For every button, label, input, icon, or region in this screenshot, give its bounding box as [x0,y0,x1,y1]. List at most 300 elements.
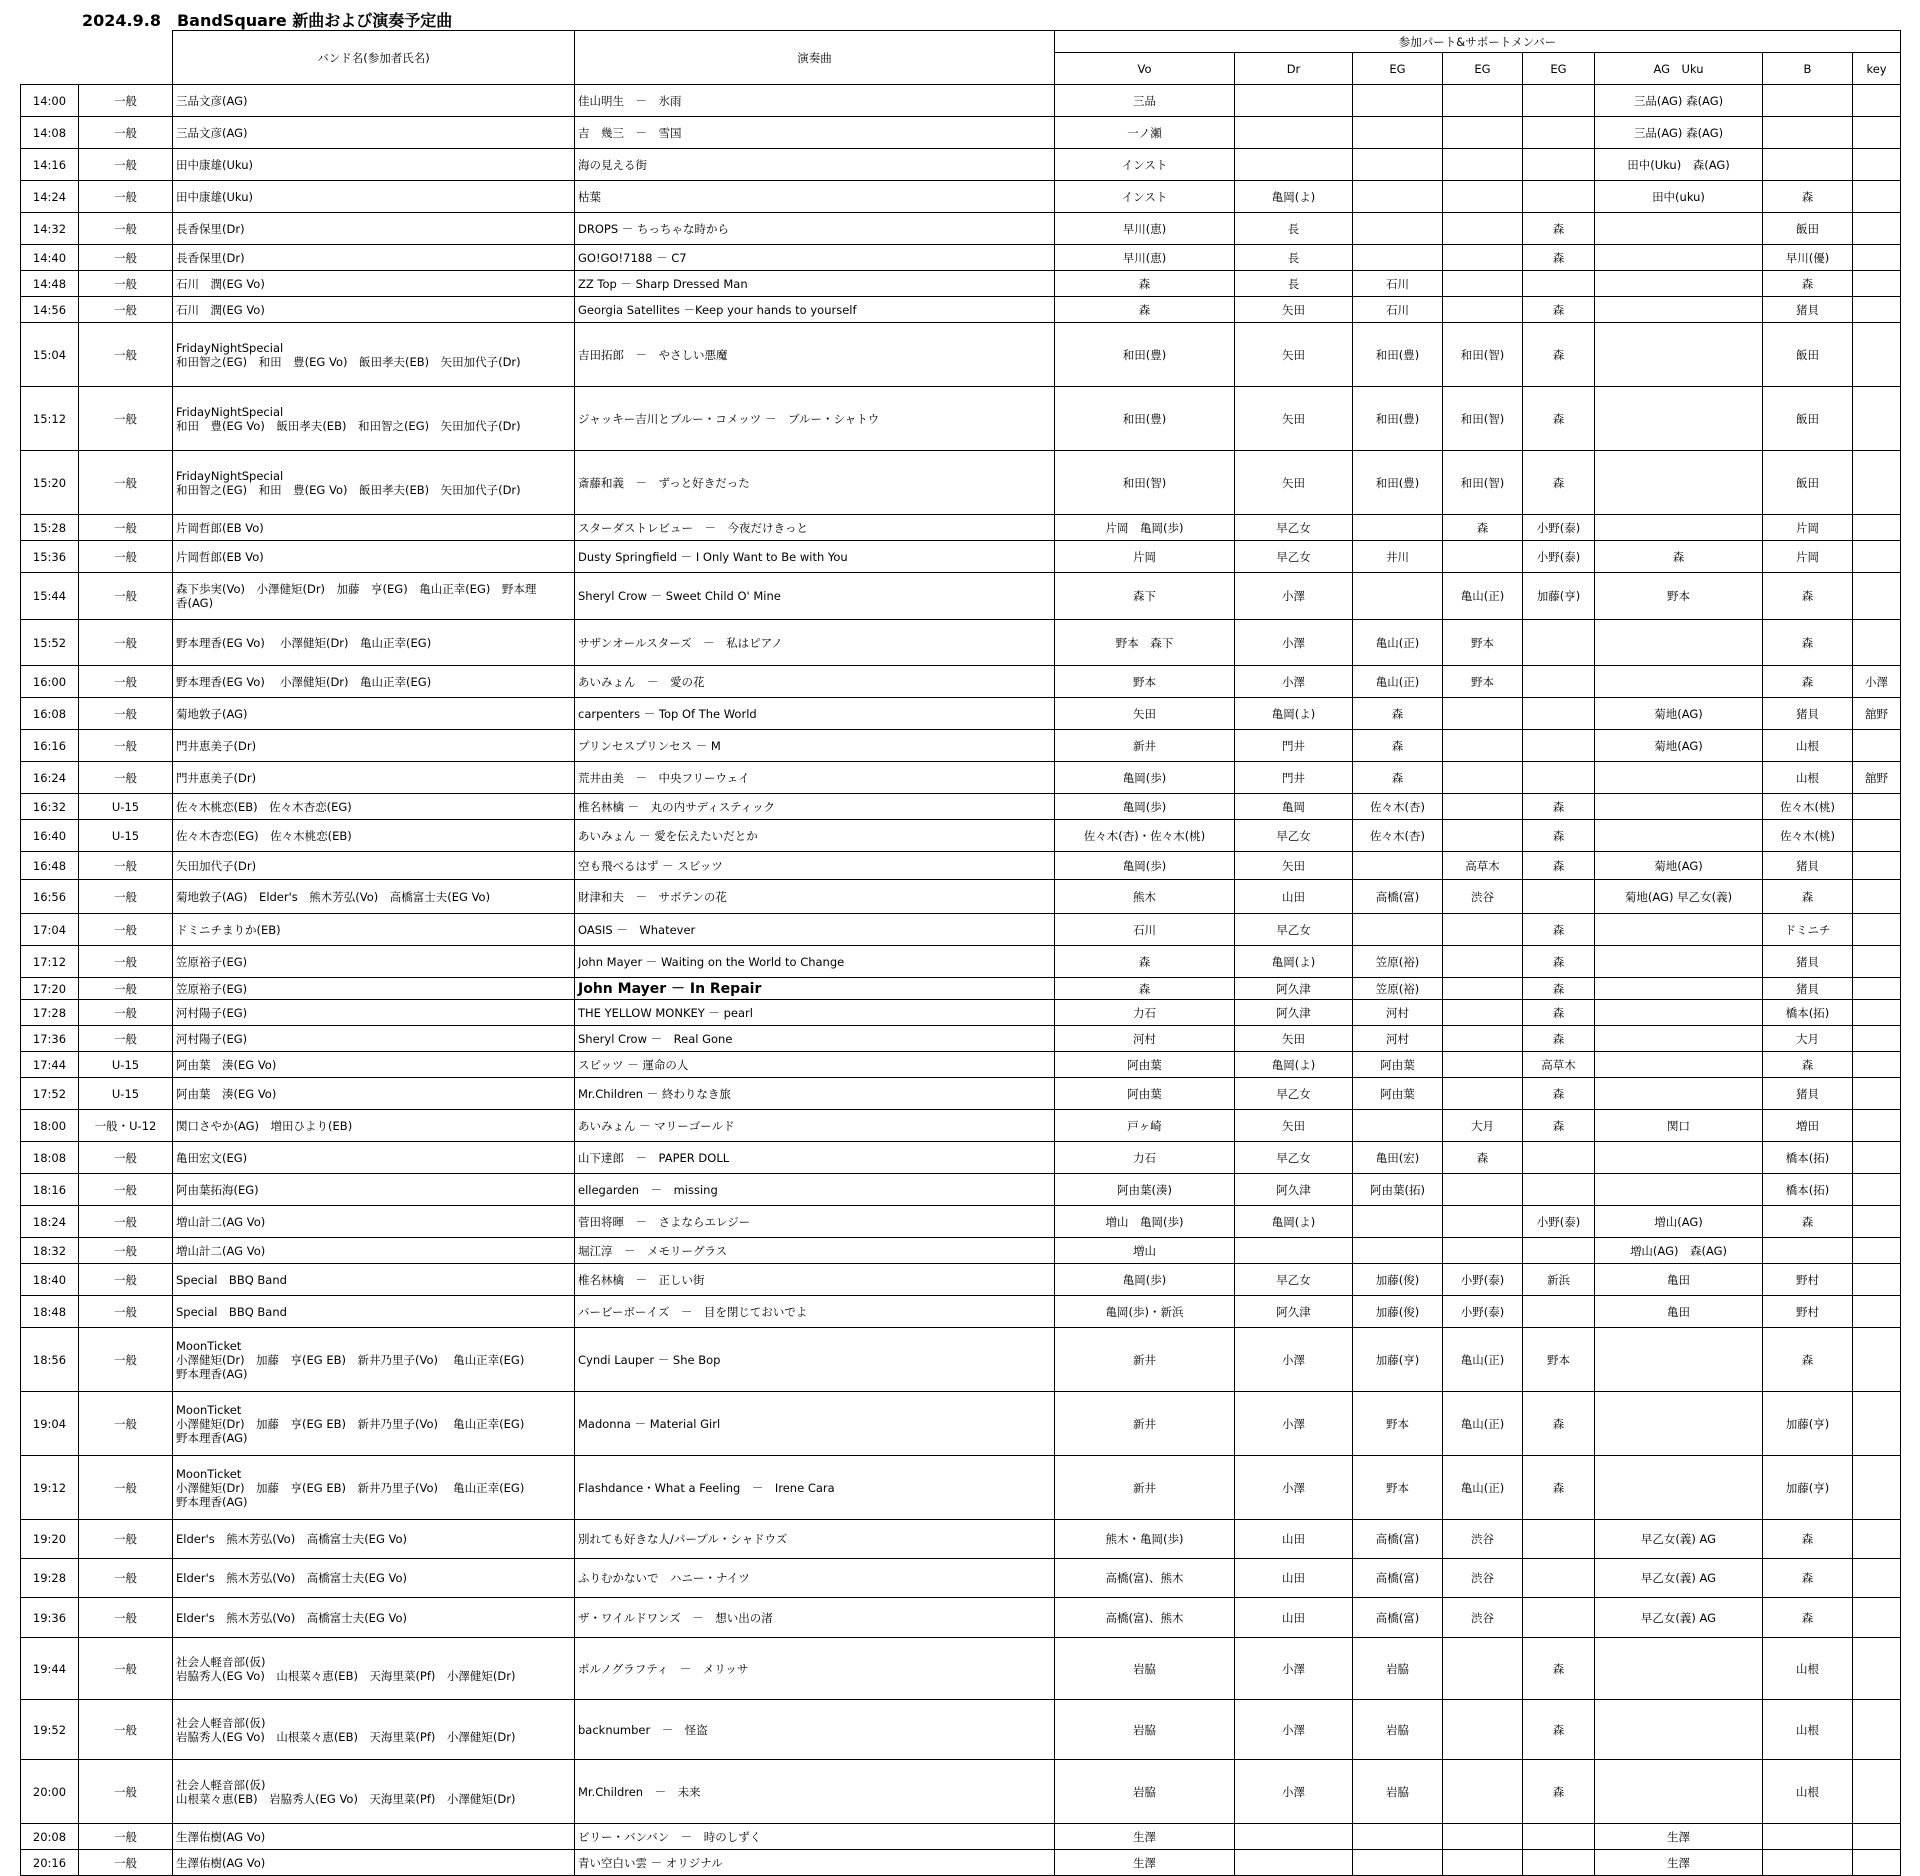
cell-dr-text: 矢田 [1282,1118,1305,1133]
cell-band [173,245,575,271]
cell-band [173,946,575,978]
cell-vo-text: 熊木 [1133,889,1156,904]
cell-dr-text: 阿久津 [1276,1304,1311,1319]
cell-category-text: 一般 [114,250,137,265]
cell-vo-text: 早川(恵) [1122,250,1167,265]
cell-eg1 [1353,698,1443,730]
cell-song [575,1206,1055,1238]
cell-eg1-text: 井川 [1386,549,1409,564]
cell-band [173,1700,575,1760]
cell-dr [1235,698,1353,730]
cell-ag-uku [1595,730,1763,762]
cell-eg2-text: 渋谷 [1471,1532,1494,1546]
cell-band [173,1456,575,1520]
cell-b-text: 森 [1801,1610,1814,1625]
cell-dr [1235,1174,1353,1206]
cell-category-text: 一般 [114,1214,137,1229]
cell-eg1-text: 佐々木(杏) [1370,828,1425,843]
cell-time [21,213,79,245]
table-row [21,852,1901,880]
cell-eg1 [1353,387,1443,451]
cell-time [21,1110,79,1142]
cell-category [79,1559,173,1598]
cell-eg3 [1523,1206,1595,1238]
cell-b-text: 山根 [1796,1722,1819,1737]
band-line: 野本理香(EG Vo) 小澤健矩(Dr) 亀山正幸(EG) [176,635,432,650]
cell-ag-uku [1595,1296,1763,1328]
cell-eg1-text: 河村 [1386,1005,1409,1020]
cell-b-text: 山根 [1796,770,1819,785]
cell-dr [1235,323,1353,387]
cell-vo [1055,573,1235,620]
cell-time [21,297,79,323]
band-line: 矢田加代子(Dr) [176,858,257,873]
cell-ag-uku [1595,1638,1763,1700]
cell-b [1763,1110,1853,1142]
cell-vo [1055,1052,1235,1078]
band-line: 増山計二(AG Vo) [176,1214,266,1229]
cell-eg2 [1443,820,1523,852]
cell-dr-text: 小澤 [1282,1416,1305,1431]
cell-category [79,149,173,181]
cell-time [21,245,79,271]
cell-eg3-text: 森 [1552,1722,1565,1737]
cell-time [21,1174,79,1206]
cell-vo [1055,451,1235,515]
cell-b [1763,794,1853,820]
cell-eg2-text: 小野(泰) [1460,1304,1505,1319]
table-row [21,1078,1901,1110]
cell-eg1 [1353,297,1443,323]
cell-vo [1055,1174,1235,1206]
cell-eg2 [1443,730,1523,762]
cell-eg1 [1353,1142,1443,1174]
cell-vo-text: 三品 [1133,93,1156,108]
cell-eg1-text: 和田(豊) [1375,475,1420,490]
cell-band [173,978,575,1000]
cell-time-text: 18:56 [32,1352,67,1367]
cell-eg3-text: 森 [1552,411,1565,426]
cell-song [575,620,1055,666]
cell-song [575,387,1055,451]
cell-dr [1235,978,1353,1000]
cell-eg1-text: 石川 [1386,276,1409,291]
cell-eg3 [1523,762,1595,794]
cell-eg3-text: 小野(泰) [1536,520,1581,535]
cell-vo-text: 片岡 亀岡(歩) [1105,520,1184,535]
cell-eg1-text: 森 [1391,706,1404,721]
cell-category [79,794,173,820]
cell-eg3 [1523,245,1595,271]
cell-band [173,820,575,852]
cell-song-text: 吉 幾三 － 雪国 [578,125,682,140]
cell-b [1763,1052,1853,1078]
cell-b [1763,297,1853,323]
cell-time-text: 18:40 [32,1272,67,1287]
cell-eg2 [1443,1328,1523,1392]
cell-category-text: 一般 [114,981,137,996]
cell-b-text: 佐々木(桃) [1780,828,1835,843]
table-row [21,794,1901,820]
cell-key [1853,213,1901,245]
cell-dr [1235,573,1353,620]
cell-vo-text: インスト [1121,189,1168,204]
cell-vo-text: 新井 [1133,1480,1156,1495]
cell-b [1763,1760,1853,1824]
cell-time-text: 14:32 [32,221,67,236]
band-line: 小澤健矩(Dr) 加藤 亨(EG EB) 新井乃里子(Vo) 亀山正幸(EG) [176,1352,525,1367]
cell-category-text: 一般 [114,1272,137,1287]
cell-key [1853,978,1901,1000]
cell-song-text: サザンオールスターズ － 私はピアノ [578,635,783,650]
table-row [21,1052,1901,1078]
cell-eg2-text: 高草木 [1465,858,1500,873]
cell-eg1 [1353,1264,1443,1296]
cell-eg2 [1443,1598,1523,1638]
cell-vo [1055,914,1235,946]
cell-song-text: backnumber － 怪盗 [578,1722,708,1737]
cell-ag-uku-text: 森 [1672,549,1685,564]
header-band: バンド名(参加者氏名) [173,31,575,85]
cell-dr-text: 小澤 [1282,1722,1305,1737]
band-line: 生澤佑樹(AG Vo) [176,1829,266,1844]
table-row [21,1026,1901,1052]
cell-song [575,541,1055,573]
cell-vo-text: 戸ヶ崎 [1127,1118,1162,1133]
cell-eg2 [1443,213,1523,245]
cell-eg2-text: 亀山(正) [1460,589,1505,603]
cell-key [1853,1026,1901,1052]
cell-b [1763,1328,1853,1392]
cell-ag-uku [1595,914,1763,946]
cell-song-text: DROPS － ちっちゃな時から [578,221,729,236]
cell-eg1 [1353,1052,1443,1078]
cell-b [1763,323,1853,387]
band-line: 社会人軽音部(仮) [176,1654,266,1669]
cell-b-text: 猪貝 [1796,981,1819,996]
cell-eg3 [1523,1264,1595,1296]
cell-b-text: 増田 [1796,1118,1819,1133]
cell-b-text: 飯田 [1796,221,1819,236]
band-line: 石川 潤(EG Vo) [176,276,265,291]
cell-song-text: 別れても好きな人/パープル・シャドウズ [578,1532,788,1546]
cell-eg2 [1443,541,1523,573]
cell-eg3-text: 森 [1552,1661,1565,1676]
cell-key [1853,245,1901,271]
cell-song [575,117,1055,149]
cell-eg1-text: 亀山(正) [1375,635,1420,650]
cell-b [1763,245,1853,271]
cell-time-text: 14:00 [32,93,67,108]
cell-category [79,1824,173,1850]
cell-category [79,387,173,451]
cell-dr-text: 小澤 [1282,674,1305,689]
cell-category-text: U-15 [111,1086,140,1101]
cell-song-text: プリンセスプリンセス － M [578,738,721,753]
cell-eg2 [1443,1174,1523,1206]
cell-song-text: Flashdance・What a Feeling － Irene Cara [578,1480,835,1495]
cell-b-text: 加藤(亨) [1785,1480,1830,1495]
cell-dr-text: 門井 [1282,738,1305,753]
cell-eg1-text: 亀山(正) [1375,674,1420,689]
cell-key [1853,1078,1901,1110]
cell-ag-uku [1595,1110,1763,1142]
cell-band [173,698,575,730]
cell-time [21,117,79,149]
cell-vo-text: 早川(恵) [1122,221,1167,236]
cell-time [21,1598,79,1638]
cell-ag-uku [1595,1456,1763,1520]
cell-category [79,573,173,620]
cell-song [575,515,1055,541]
cell-b-text: 山根 [1796,738,1819,753]
cell-vo [1055,1760,1235,1824]
table-row [21,387,1901,451]
cell-eg2 [1443,1238,1523,1264]
cell-band [173,213,575,245]
cell-b [1763,271,1853,297]
cell-band [173,914,575,946]
cell-b-text: 片岡 [1796,549,1819,564]
cell-eg1 [1353,730,1443,762]
cell-band [173,1824,575,1850]
cell-time [21,1078,79,1110]
cell-song [575,666,1055,698]
cell-ag-uku [1595,323,1763,387]
cell-eg1 [1353,541,1443,573]
cell-ag-uku [1595,451,1763,515]
band-line: 野本理香(EG Vo) 小澤健矩(Dr) 亀山正幸(EG) [176,674,432,689]
cell-eg3-text: 森 [1552,981,1565,996]
cell-band [173,880,575,914]
cell-time-text: 17:52 [32,1086,67,1101]
cell-eg1 [1353,1700,1443,1760]
band-line: 野本理香(AG) [176,1494,248,1509]
cell-b-text: ドミニチ [1784,922,1831,937]
cell-song [575,820,1055,852]
band-line: 佐々木桃恋(EB) 佐々木杏恋(EG) [176,799,352,814]
cell-key [1853,1760,1901,1824]
cell-eg1 [1353,762,1443,794]
cell-vo-text: 増山 亀岡(歩) [1105,1214,1184,1229]
cell-band [173,1638,575,1700]
band-line: 山根菜々恵(EB) 岩脇秀人(EG Vo) 天海里菜(Pf) 小澤健矩(Dr) [176,1791,516,1806]
cell-eg3 [1523,1520,1595,1559]
cell-time-text: 17:28 [32,1005,67,1020]
cell-key [1853,1824,1901,1850]
cell-song [575,1328,1055,1392]
cell-band [173,181,575,213]
cell-category [79,85,173,117]
cell-key [1853,323,1901,387]
cell-eg1 [1353,149,1443,181]
header-row-group [21,31,1901,53]
table-row [21,762,1901,794]
cell-eg2 [1443,297,1523,323]
band-line: 長香保里(Dr) [176,221,245,236]
cell-time [21,1238,79,1264]
header-part-dr: Dr [1235,53,1353,85]
cell-category-text: 一般 [114,1571,137,1585]
cell-band [173,323,575,387]
cell-ag-uku-text: 早乙女(義) AG [1640,1610,1717,1625]
cell-vo-text: 石川 [1133,922,1156,937]
cell-dr-text: 小澤 [1282,1352,1305,1367]
cell-ag-uku [1595,794,1763,820]
cell-category-text: 一般 [114,674,137,689]
cell-vo-text: 新井 [1133,1352,1156,1367]
cell-band [173,762,575,794]
cell-vo-text: 亀岡(歩) [1122,799,1167,814]
cell-time [21,1700,79,1760]
cell-eg3 [1523,1456,1595,1520]
cell-category-text: 一般 [114,276,137,291]
cell-vo-text: 力石 [1133,1150,1156,1165]
cell-b-text: 猪貝 [1796,706,1819,721]
cell-key [1853,573,1901,620]
cell-dr-text: 矢田 [1282,858,1305,873]
cell-key [1853,1264,1901,1296]
cell-dr-text: 山田 [1282,1571,1305,1585]
cell-eg2 [1443,117,1523,149]
cell-song [575,1078,1055,1110]
cell-eg3-text: 野本 [1547,1352,1570,1367]
cell-b-text: 猪貝 [1796,954,1819,969]
cell-time-text: 18:16 [32,1182,67,1197]
cell-key [1853,914,1901,946]
cell-key [1853,1638,1901,1700]
cell-time-text: 16:24 [32,770,67,785]
cell-band [173,451,575,515]
cell-eg2 [1443,271,1523,297]
cell-time-text: 17:04 [32,922,67,937]
cell-time [21,794,79,820]
cell-category-text: 一般 [114,889,137,904]
cell-dr-text: 矢田 [1282,411,1305,426]
cell-dr [1235,1142,1353,1174]
table-row [21,1000,1901,1026]
cell-eg1 [1353,271,1443,297]
cell-song [575,245,1055,271]
cell-time [21,271,79,297]
table-row [21,181,1901,213]
cell-eg2 [1443,852,1523,880]
cell-eg2 [1443,149,1523,181]
cell-ag-uku-text: 増山(AG) 森(AG) [1629,1243,1728,1258]
cell-time [21,323,79,387]
cell-band [173,573,575,620]
cell-eg1 [1353,245,1443,271]
cell-eg2 [1443,1638,1523,1700]
cell-eg3-text: 森 [1552,954,1565,969]
cell-category-text: 一般 [114,706,137,721]
cell-dr [1235,1392,1353,1456]
cell-song-text: スターダストレビュー － 今夜だけきっと [578,520,808,535]
cell-dr-text: 長 [1287,250,1300,265]
cell-eg1 [1353,1760,1443,1824]
cell-vo-text: 森 [1138,954,1151,969]
cell-vo [1055,1110,1235,1142]
cell-ag-uku [1595,1824,1763,1850]
cell-time [21,181,79,213]
cell-song [575,1760,1055,1824]
cell-eg3-text: 森 [1552,1784,1565,1799]
cell-eg1 [1353,213,1443,245]
cell-eg1-text: 石川 [1386,302,1409,317]
cell-dr-text: 阿久津 [1276,981,1311,996]
cell-eg1 [1353,1638,1443,1700]
cell-vo-text: 亀岡(歩)・新浜 [1105,1304,1184,1319]
cell-dr-text: 門井 [1282,770,1305,785]
cell-eg1 [1353,1328,1443,1392]
table-row [21,323,1901,387]
cell-b-text: 森 [1801,1532,1814,1546]
cell-song-text: 斎藤和義 － ずっと好きだった [578,475,750,490]
cell-b-text: 片岡 [1796,520,1819,535]
cell-b-text: 早川(優) [1785,250,1830,265]
cell-key [1853,1206,1901,1238]
cell-vo-text: 力石 [1133,1005,1156,1020]
band-line: 和田智之(EG) 和田 豊(EG Vo) 飯田孝夫(EB) 矢田加代子(Dr) [176,482,521,497]
cell-eg2 [1443,620,1523,666]
cell-time [21,387,79,451]
cell-vo [1055,820,1235,852]
cell-key [1853,1700,1901,1760]
cell-key [1853,1238,1901,1264]
cell-eg3 [1523,914,1595,946]
cell-ag-uku-text: 早乙女(義) AG [1640,1571,1717,1585]
table-row [21,515,1901,541]
cell-category [79,666,173,698]
cell-category-text: 一般 [114,1855,137,1870]
cell-eg3 [1523,387,1595,451]
cell-song-text: 椎名林檎 － 丸の内サディスティック [578,799,776,814]
cell-vo-text: 阿由葉 [1127,1057,1162,1072]
band-line: 田中康雄(Uku) [176,189,253,204]
cell-song-text: 佳山明生 － 氷雨 [578,93,682,108]
cell-vo [1055,880,1235,914]
cell-dr [1235,451,1353,515]
cell-vo [1055,730,1235,762]
cell-dr [1235,1328,1353,1392]
cell-eg3 [1523,1000,1595,1026]
cell-eg3-text: 森 [1552,799,1565,814]
cell-eg2-text: 和田(智) [1460,347,1505,362]
cell-dr-text: 亀岡(よ) [1271,1057,1316,1072]
cell-ag-uku [1595,880,1763,914]
cell-time [21,852,79,880]
cell-b-text: 森 [1801,1571,1814,1585]
cell-category [79,515,173,541]
band-line: 河村陽子(EG) [176,1005,248,1020]
cell-eg1 [1353,1078,1443,1110]
cell-dr-text: 阿久津 [1276,1005,1311,1020]
cell-vo [1055,541,1235,573]
cell-ag-uku [1595,1392,1763,1456]
cell-eg3 [1523,1824,1595,1850]
cell-song-text: ふりむかないで ハニー・ナイツ [578,1571,750,1585]
cell-ag-uku [1595,1000,1763,1026]
cell-song [575,1110,1055,1142]
cell-b [1763,620,1853,666]
cell-category [79,1296,173,1328]
cell-b [1763,730,1853,762]
cell-dr [1235,515,1353,541]
cell-song [575,1638,1055,1700]
cell-key [1853,1000,1901,1026]
cell-b [1763,1559,1853,1598]
cell-eg3 [1523,666,1595,698]
